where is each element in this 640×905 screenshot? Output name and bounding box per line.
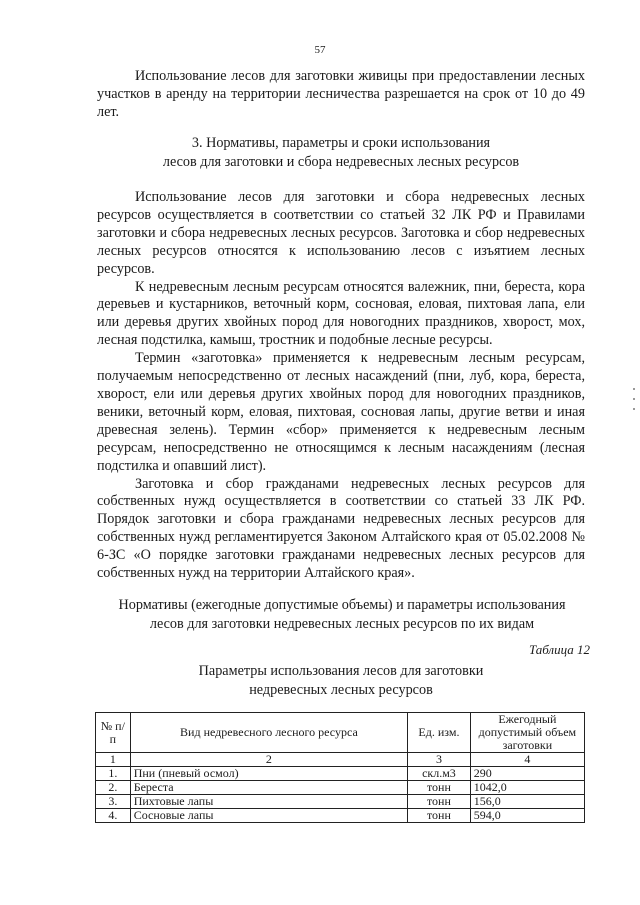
body-text xyxy=(97,189,585,583)
body-paragraph-1: Использование лесов для заготовки и сбора недревесных лесных ресурсов осуществляется в соответствии со статьей 32 ЛК РФ и Правилами заготовки и сбора недревесных лесных ресурсов. Заготовка и сбор недревесных лесных ресурсов относятся к использованию лесов с изъятием лесных ресурсов. xyxy=(97,189,585,277)
annual-volume: 1042,0 xyxy=(470,781,584,795)
page-number: 57 xyxy=(314,44,326,56)
column-number: 1 xyxy=(96,753,131,767)
norms-heading-line1: Нормативы (ежегодные допустимые объемы) и параметры использования xyxy=(118,597,566,613)
unit: тонн xyxy=(408,781,471,795)
section-heading xyxy=(97,134,585,172)
body-paragraph-2: К недревесным лесным ресурсам относятся валежник, пни, береста, кора деревьев и кустарников, веточный корм, сосновая, еловая, пихтовая лапа, ели или деревья других хвойных пород для новогодних праздников, хворост, мох, лесная подстилка, камыш, тростник и подобные лесные ресурсы. xyxy=(97,278,585,349)
resource-type: Пихтовые лапы xyxy=(130,795,407,809)
table-title-line2: недревесных лесных ресурсов xyxy=(249,682,433,698)
unit: скл.м3 xyxy=(408,767,471,781)
header-number: № п/п xyxy=(96,713,131,753)
column-number: 3 xyxy=(408,753,471,767)
intro-text xyxy=(97,68,585,122)
header-annual-volume: Ежегодный допустимый объем заготовки xyxy=(470,713,584,753)
row-number: 1. xyxy=(96,767,131,781)
table-row xyxy=(96,795,585,809)
resource-type: Береста xyxy=(130,781,407,795)
header-resource-type: Вид недревесного лесного ресурса xyxy=(130,713,407,753)
row-number: 3. xyxy=(96,795,131,809)
table-header-row xyxy=(96,713,585,753)
unit: тонн xyxy=(408,795,471,809)
column-number-row xyxy=(96,753,585,767)
norms-heading-line2: лесов для заготовки недревесных лесных ресурсов по их видам xyxy=(149,616,535,632)
resource-type: Сосновые лапы xyxy=(130,809,407,823)
table-row xyxy=(96,767,585,781)
resource-type: Пни (пневый осмол) xyxy=(130,767,407,781)
row-number: 4. xyxy=(96,809,131,823)
body-paragraph-3: Термин «заготовка» применяется к недревесным лесным ресурсам, получаемым непосредственно от лесных насаждений (пни, луб, кора, береста, хворост, ели или деревья других хвойных пород для новогодних праздников, веники, веточный корм, еловая, пихтовая, сосновая лапы, другие ветви и иная древесная зелень). Термин «сбор» применяется к недревесным лесным ресурсам, непосредственно не относящимся к лесным насаждениям (лесная подстилка и опавший лист). xyxy=(97,350,585,474)
intro-paragraph: Использование лесов для заготовки живицы при предоставлении лесных участков в аренду на территории лесничества разрешается на срок от 10 до 49 лет. xyxy=(97,68,585,120)
row-number: 2. xyxy=(96,781,131,795)
header-unit: Ед. изм. xyxy=(408,713,471,753)
norms-heading xyxy=(92,596,592,634)
table-row xyxy=(96,781,585,795)
section-heading-line2: лесов для заготовки и сбора недревесных лесных ресурсов xyxy=(162,154,520,170)
annual-volume: 156,0 xyxy=(470,795,584,809)
column-number: 4 xyxy=(470,753,584,767)
body-paragraph-4: Заготовка и сбор гражданами недревесных лесных ресурсов для собственных нужд осуществляется в соответствии со статьей 33 ЛК РФ. Порядок заготовки и сбора гражданами недревесных лесных ресурсов для собственных нужд регламентируется Законом Алтайского края от 05.02.2008 № 6-ЗС «О порядке заготовки гражданами недревесных лесных ресурсов для собственных нужд на территории Алтайского края». xyxy=(97,475,585,582)
scan-artifact xyxy=(633,388,635,424)
table-title-line1: Параметры использования лесов для заготовки xyxy=(198,663,484,679)
section-heading-line1: 3. Нормативы, параметры и сроки использования xyxy=(191,135,491,151)
annual-volume: 594,0 xyxy=(470,809,584,823)
parameters-table xyxy=(95,712,585,823)
table-title xyxy=(97,662,585,700)
annual-volume: 290 xyxy=(470,767,584,781)
table-label: Таблица 12 xyxy=(528,642,590,657)
table-row xyxy=(96,809,585,823)
column-number: 2 xyxy=(130,753,407,767)
unit: тонн xyxy=(408,809,471,823)
